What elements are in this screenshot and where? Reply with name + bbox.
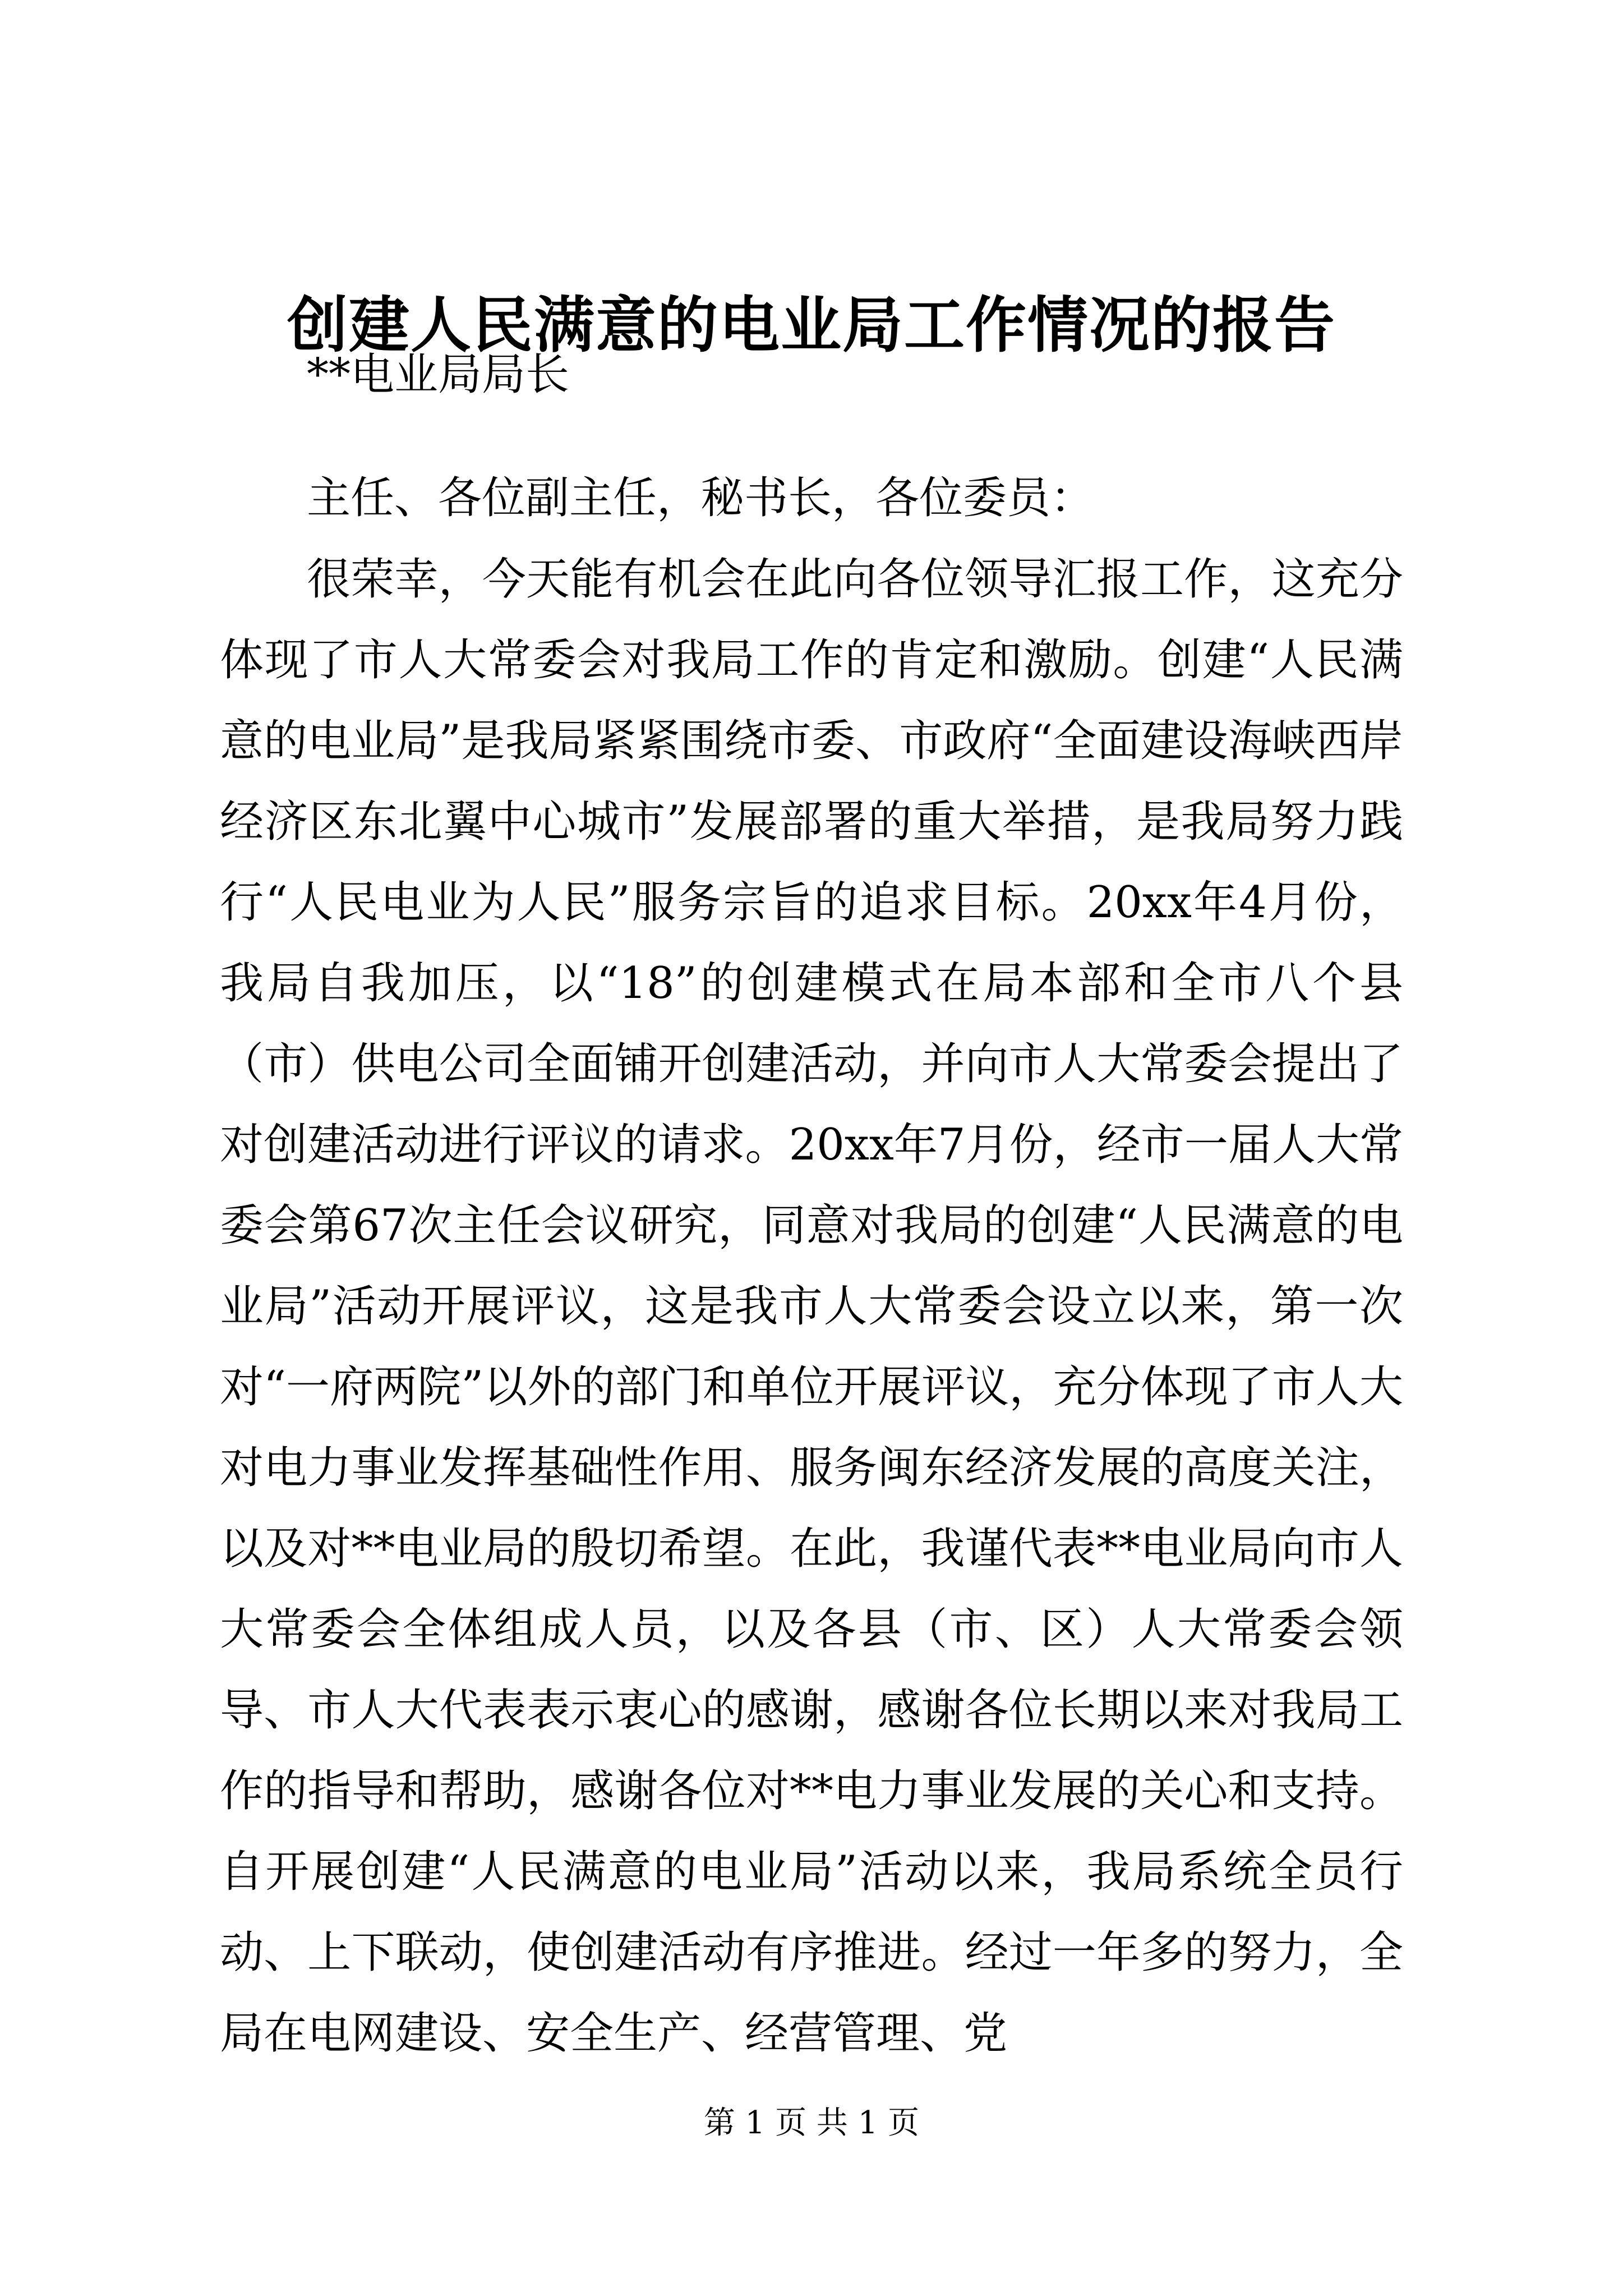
document-body-paragraph: 很荣幸，今天能有机会在此向各位领导汇报工作，这充分体现了市人大常委会对我局工作的肯定和激励。创建“人民满意的电业局”是我局紧紧围绕市委、市政府“全面建设海峡西岸经济区东北翼中心城市”发展部署的重大举措，是我局努力践行“人民电业为人民”服务宗旨的追求目标。20xx年4月份，我局自我加压，以“18”的创建模式在局本部和全市八个县（市）供电公司全面铺开创建活动，并向市人大常委会提出了对创建活动进行评议的请求。20xx年7月份，经市一届人大常委会第67次主任会议研究，同意对我局的创建“人民满意的电业局”活动开展评议，这是我市人大常委会设立以来，第一次对“一府两院”以外的部门和单位开展评议，充分体现了市人大对电力事业发挥基础性作用、服务闽东经济发展的高度关注，以及对**电业局的殷切希望。在此，我谨代表**电业局向市人大常委会全体组成人员，以及各县（市、区）人大常委会领导、市人大代表表示衷心的感谢，感谢各位长期以来对我局工作的指导和帮助，感谢各位对**电力事业发展的关心和支持。自开展创建“人民满意的电业局”活动以来，我局系统全员行动、上下联动，使创建活动有序推进。经过一年多的努力，全局在电网建设、安全生产、经营管理、党 (220, 554, 1403, 2059)
page-footer: 第 1 页 共 1 页 (703, 2105, 920, 2141)
document-title: 创建人民满意的电业局工作情况的报告 (287, 290, 1336, 361)
document-salutation: 主任、各位副主任，秘书长，各位委员： (307, 473, 1095, 523)
document-author: **电业局局长 (307, 349, 570, 400)
